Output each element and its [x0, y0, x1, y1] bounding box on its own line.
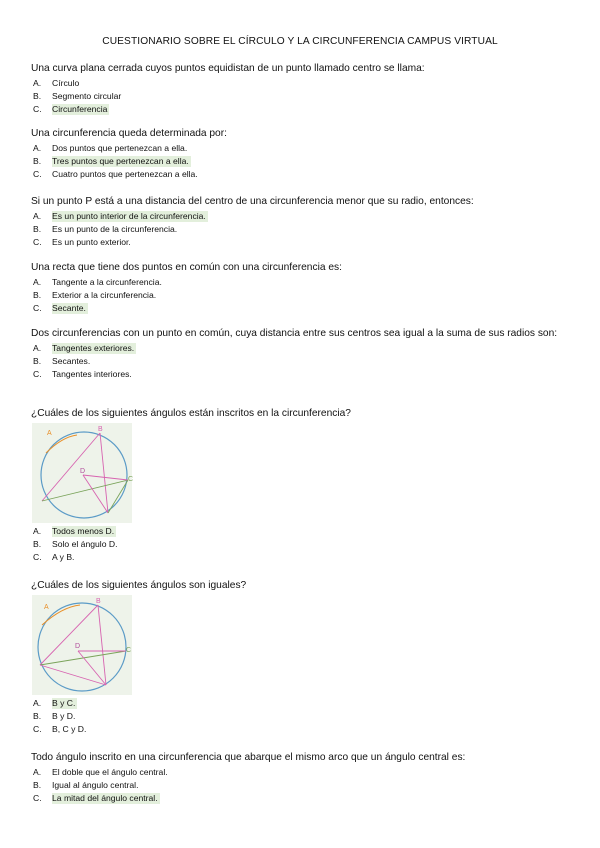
- question-text: Si un punto P está a una distancia del centro de una circunferencia menor que su radio, entonces:: [31, 196, 474, 207]
- option-text: Todos menos D.: [52, 525, 115, 536]
- label-b: B: [98, 425, 103, 433]
- option-letter: C.: [33, 237, 42, 248]
- option-text: Segmento circular: [52, 90, 122, 101]
- option-text: Cuatro puntos que pertenezcan a ella.: [52, 169, 198, 180]
- option-b[interactable]: [31, 90, 576, 103]
- option-text: Es un punto exterior.: [52, 237, 131, 248]
- question-text: Todo ángulo inscrito en una circunferencia que abarque el mismo arco que un ángulo central es:: [31, 752, 466, 763]
- question-1: [31, 63, 576, 117]
- option-a[interactable]: [31, 142, 576, 155]
- option-letter: C.: [33, 724, 42, 735]
- option-b[interactable]: [31, 155, 576, 168]
- label-a: A: [44, 603, 49, 611]
- option-letter: B.: [33, 779, 42, 790]
- option-text: La mitad del ángulo central.: [52, 793, 158, 804]
- option-b[interactable]: [31, 355, 576, 368]
- option-text: B y D.: [52, 710, 76, 721]
- question-6: [31, 408, 576, 565]
- question-8: [31, 752, 576, 806]
- option-letter: A.: [33, 766, 42, 777]
- option-a[interactable]: [31, 276, 576, 289]
- option-text: Es un punto interior de la circunferencia.: [52, 210, 206, 221]
- option-letter: C.: [33, 552, 42, 563]
- option-letter: A.: [33, 342, 42, 353]
- question-text: Una recta que tiene dos puntos en común con una circunferencia es:: [31, 262, 342, 273]
- label-c: C: [126, 646, 132, 654]
- option-a[interactable]: [31, 766, 576, 779]
- label-a: A: [47, 429, 52, 437]
- option-text: El doble que el ángulo central.: [52, 766, 168, 777]
- option-text: Igual al ángulo central.: [52, 779, 139, 790]
- question-2: [31, 128, 576, 182]
- option-letter: B.: [33, 289, 42, 300]
- option-text: Secante.: [52, 303, 86, 314]
- question-4: [31, 262, 576, 316]
- option-letter: A.: [33, 525, 42, 536]
- label-d: D: [80, 467, 86, 475]
- question-text: Una circunferencia queda determinada por:: [31, 128, 227, 139]
- label-d: D: [75, 642, 81, 650]
- question-text: ¿Cuáles de los siguientes ángulos están inscritos en la circunferencia?: [31, 408, 351, 419]
- option-b[interactable]: [31, 223, 576, 236]
- question-5: [31, 328, 576, 382]
- option-letter: C.: [33, 793, 42, 804]
- question-3: [31, 196, 576, 250]
- question-text: Dos circunferencias con un punto en común, cuya distancia entre sus centros sea igual a la suma de sus radios son:: [31, 328, 558, 339]
- option-text: B, C y D.: [52, 724, 87, 735]
- option-text: Tangente a la circunferencia.: [52, 276, 162, 287]
- option-letter: B.: [33, 710, 42, 721]
- question-7: [31, 580, 576, 737]
- option-letter: A.: [33, 697, 42, 708]
- document-title: CUESTIONARIO SOBRE EL CÍRCULO Y LA CIRCUNFERENCIA CAMPUS VIRTUAL: [102, 36, 498, 47]
- option-text: Círculo: [52, 77, 80, 88]
- option-text: Tangentes exteriores.: [52, 342, 135, 353]
- label-c: C: [128, 475, 134, 483]
- option-c[interactable]: [31, 302, 576, 315]
- option-letter: B.: [33, 223, 42, 234]
- option-a[interactable]: [31, 697, 576, 710]
- option-letter: B.: [33, 355, 42, 366]
- option-c[interactable]: [31, 168, 576, 181]
- option-b[interactable]: [31, 538, 576, 551]
- option-c[interactable]: [31, 236, 576, 249]
- option-letter: A.: [33, 210, 42, 221]
- option-c[interactable]: [31, 723, 576, 736]
- option-letter: C.: [33, 303, 42, 314]
- option-a[interactable]: [31, 342, 576, 355]
- option-letter: C.: [33, 369, 42, 380]
- option-text: Tangentes interiores.: [52, 369, 132, 380]
- option-text: Es un punto de la circunferencia.: [52, 223, 178, 234]
- option-letter: A.: [33, 276, 42, 287]
- option-c[interactable]: [31, 368, 576, 381]
- option-b[interactable]: [31, 289, 576, 302]
- option-c[interactable]: [31, 792, 576, 805]
- option-b[interactable]: [31, 710, 576, 723]
- option-b[interactable]: [31, 779, 576, 792]
- option-text: A y B.: [52, 552, 75, 563]
- option-a[interactable]: [31, 210, 576, 223]
- option-letter: C.: [33, 104, 42, 115]
- option-letter: A.: [33, 142, 42, 153]
- option-text: Solo el ángulo D.: [52, 538, 118, 549]
- option-letter: C.: [33, 169, 42, 180]
- option-text: Dos puntos que pertenezcan a ella.: [52, 142, 188, 153]
- equal-angles-figure: [32, 595, 132, 695]
- option-letter: B.: [33, 538, 42, 549]
- option-text: B y C.: [52, 697, 76, 708]
- option-c[interactable]: [31, 103, 576, 116]
- question-text: Una curva plana cerrada cuyos puntos equidistan de un punto llamado centro se llama:: [31, 63, 425, 74]
- label-b: B: [96, 597, 101, 605]
- option-a[interactable]: [31, 77, 576, 90]
- option-a[interactable]: [31, 525, 576, 538]
- option-text: Exterior a la circunferencia.: [52, 289, 157, 300]
- option-letter: B.: [33, 155, 42, 166]
- option-text: Circunferencia: [52, 104, 108, 115]
- question-text: ¿Cuáles de los siguientes ángulos son iguales?: [31, 580, 247, 591]
- inscribed-angles-figure: [32, 423, 132, 523]
- option-text: Tres puntos que pertenezcan a ella.: [52, 155, 189, 166]
- option-text: Secantes.: [52, 355, 91, 366]
- option-letter: A.: [33, 77, 42, 88]
- option-letter: B.: [33, 90, 42, 101]
- option-c[interactable]: [31, 551, 576, 564]
